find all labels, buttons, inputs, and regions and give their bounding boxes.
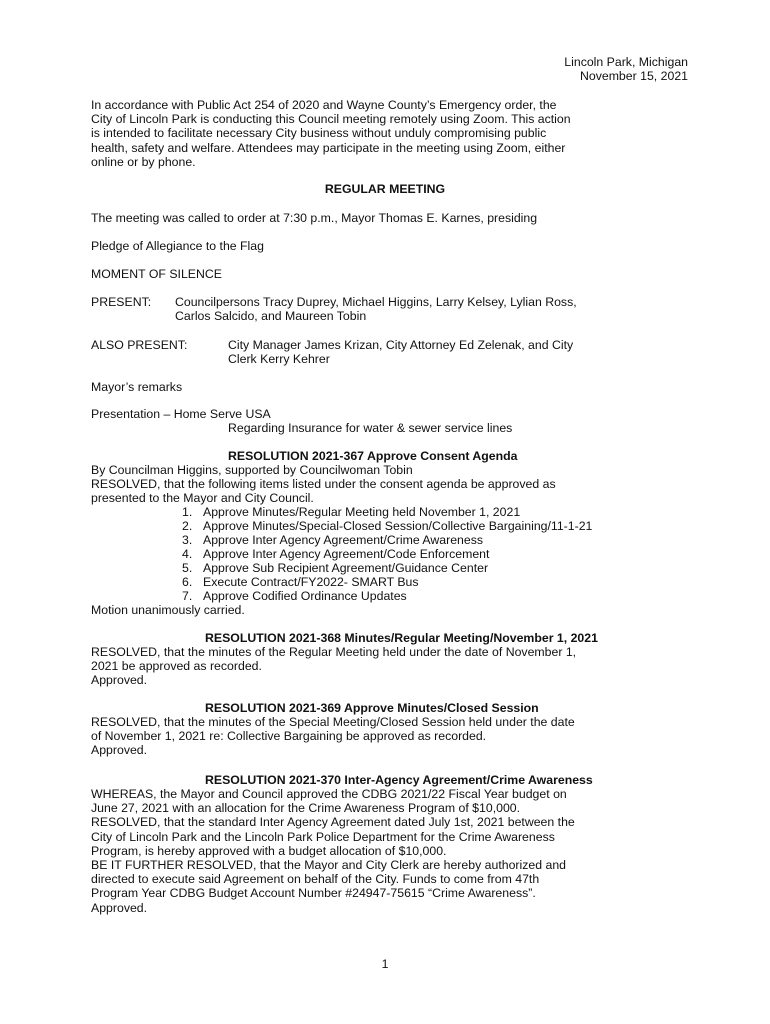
list-item — [182, 575, 419, 589]
resolution-367-closing: Motion unanimously carried. — [91, 603, 245, 617]
resolution-line: RESOLVED, that the standard Inter Agency Agreement dated July 1st, 2021 between the — [91, 815, 575, 830]
list-item-text: Approve Minutes/Special-Closed Session/Collective Bargaining/11-1-21 — [203, 519, 593, 533]
resolution-line: City of Lincoln Park and the Lincoln Park Police Department for the Crime Awareness — [91, 829, 555, 844]
list-item-number: 1. — [182, 505, 193, 519]
list-item-text: Approve Codified Ordinance Updates — [203, 589, 407, 603]
list-item-text: Execute Contract/FY2022- SMART Bus — [203, 575, 419, 589]
resolution-line: 2021 be approved as recorded. — [91, 659, 262, 674]
intro-line: online or by phone. — [91, 154, 196, 169]
also-present-names — [228, 338, 573, 366]
intro-line: health, safety and welfare. Attendees may participate in the meeting using Zoom, either — [91, 140, 566, 155]
list-item — [182, 547, 489, 561]
header-date: November 15, 2021 — [579, 69, 688, 84]
list-item-number: 5. — [182, 561, 193, 575]
present-line: Carlos Salcido, and Maureen Tobin — [175, 309, 367, 324]
meeting-heading: REGULAR MEETING — [324, 182, 446, 196]
resolution-line: Approved. — [91, 743, 148, 758]
page-number: 1 — [381, 957, 389, 971]
list-item-number: 3. — [182, 533, 193, 547]
mayors-remarks: Mayor’s remarks — [91, 380, 183, 394]
resolution-line: RESOLVED, that the minutes of the Regular Meeting held under the date of November 1, — [91, 645, 577, 659]
presentation-title: Presentation – Home Serve USA — [91, 407, 271, 421]
list-item-text: Approve Sub Recipient Agreement/Guidance Center — [203, 561, 489, 575]
resolution-line: WHEREAS, the Mayor and Council approved the CDBG 2021/22 Fiscal Year budget on — [91, 787, 567, 801]
list-item — [182, 561, 488, 575]
list-item — [182, 519, 592, 533]
resolution-367-body — [91, 463, 556, 506]
list-item-number: 4. — [182, 547, 193, 561]
resolution-368-heading: RESOLUTION 2021-368 Minutes/Regular Meeting/November 1, 2021 — [205, 631, 598, 645]
resolution-369-body — [91, 715, 575, 758]
resolution-line: of November 1, 2021 re: Collective Bargaining be approved as recorded. — [91, 729, 487, 744]
resolution-line: Approved. — [91, 900, 148, 915]
list-item-number: 2. — [182, 519, 193, 533]
resolution-367-heading: RESOLUTION 2021-367 Approve Consent Agenda — [228, 449, 518, 463]
resolution-line: Approved. — [91, 673, 148, 688]
moment-of-silence: MOMENT OF SILENCE — [91, 267, 222, 281]
resolution-line: BE IT FURTHER RESOLVED, that the Mayor and City Clerk are hereby authorized and — [91, 858, 566, 873]
also-present-line: City Manager James Krizan, City Attorney Ed Zelenak, and City — [228, 338, 574, 352]
resolution-370-body — [91, 787, 575, 915]
resolution-line: presented to the Mayor and City Council. — [91, 491, 314, 506]
resolution-line: Program, is hereby approved with a budget allocation of $10,000. — [91, 843, 447, 858]
resolution-line: RESOLVED, that the following items listed under the consent agenda be approved as — [91, 477, 556, 492]
list-item-text: Approve Minutes/Regular Meeting held November 1, 2021 — [203, 505, 521, 519]
list-item-text: Approve Inter Agency Agreement/Code Enforcement — [203, 547, 490, 561]
presentation-detail: Regarding Insurance for water & sewer service lines — [228, 421, 513, 435]
resolution-370-heading: RESOLUTION 2021-370 Inter-Agency Agreement/Crime Awareness — [205, 773, 593, 787]
resolution-line: By Councilman Higgins, supported by Councilwoman Tobin — [91, 463, 413, 477]
also-present-label: ALSO PRESENT: — [91, 338, 188, 352]
header-block — [564, 55, 688, 83]
list-item-number: 6. — [182, 575, 193, 589]
intro-paragraph — [91, 98, 571, 169]
list-item — [182, 533, 483, 547]
intro-line: In accordance with Public Act 254 of 2020 and Wayne County’s Emergency order, the — [91, 98, 557, 112]
present-line: Councilpersons Tracy Duprey, Michael Higgins, Larry Kelsey, Lylian Ross, — [175, 295, 577, 309]
list-item-number: 7. — [182, 589, 193, 603]
resolution-line: Program Year CDBG Budget Account Number #24947-75615 “Crime Awareness”. — [91, 886, 536, 901]
resolution-line: RESOLVED, that the minutes of the Special Meeting/Closed Session held under the date — [91, 715, 575, 729]
present-names — [175, 295, 577, 323]
resolution-line: directed to execute said Agreement on behalf of the City. Funds to come from 47th — [91, 872, 540, 887]
call-to-order: The meeting was called to order at 7:30 p.m., Mayor Thomas E. Karnes, presiding — [91, 211, 538, 225]
pledge: Pledge of Allegiance to the Flag — [91, 239, 264, 253]
present-label: PRESENT: — [91, 295, 152, 309]
resolution-line: June 27, 2021 with an allocation for the Crime Awareness Program of $10,000. — [91, 801, 521, 816]
resolution-368-body — [91, 645, 576, 688]
also-present-line: Clerk Kerry Kehrer — [228, 352, 330, 367]
list-item — [182, 505, 520, 519]
list-item — [182, 589, 407, 603]
intro-line: is intended to facilitate necessary City business without unduly compromising public — [91, 126, 547, 141]
header-location: Lincoln Park, Michigan — [564, 55, 688, 69]
list-item-text: Approve Inter Agency Agreement/Crime Awareness — [203, 533, 484, 547]
resolution-369-heading: RESOLUTION 2021-369 Approve Minutes/Closed Session — [205, 701, 539, 715]
intro-line: City of Lincoln Park is conducting this Council meeting remotely using Zoom. This action — [91, 112, 571, 127]
